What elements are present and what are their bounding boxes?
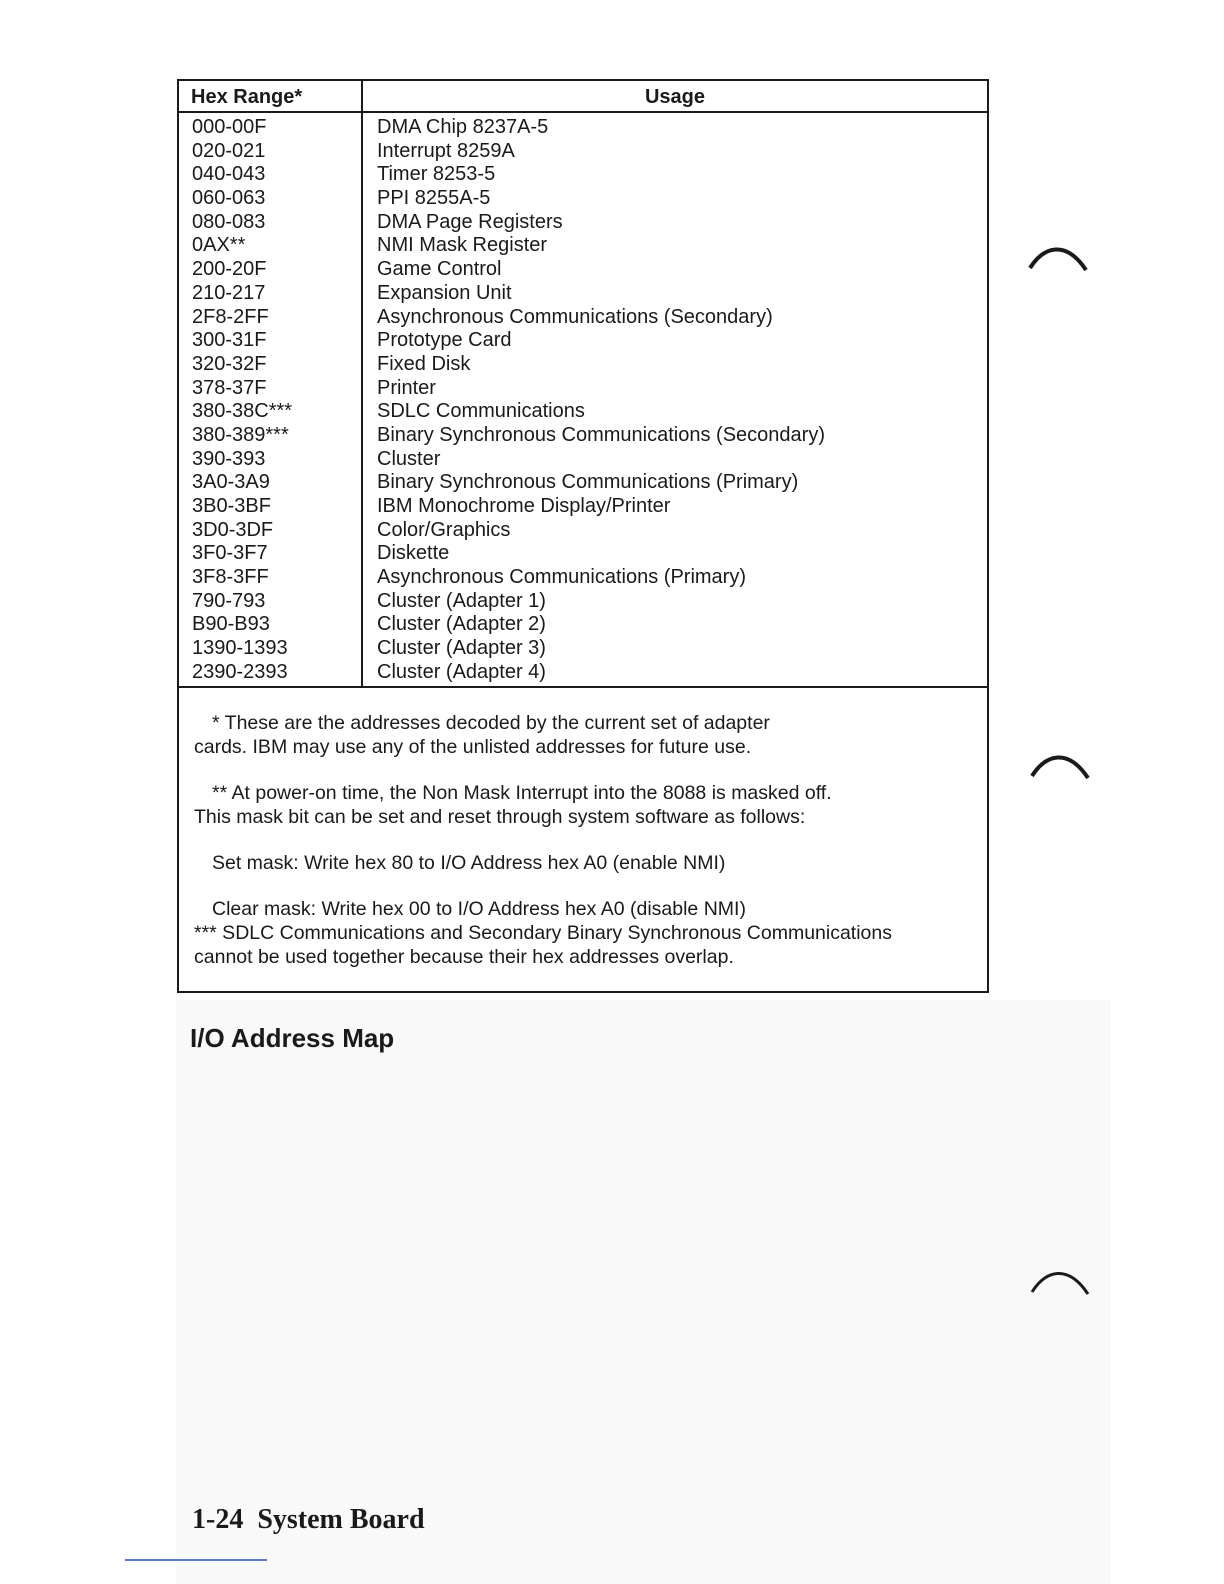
header-hex-range: Hex Range* bbox=[191, 86, 303, 108]
table-row bbox=[179, 258, 987, 282]
table-row bbox=[179, 163, 987, 187]
hex-range-cell: B90-B93 bbox=[192, 613, 270, 636]
table-row bbox=[179, 590, 987, 614]
table-notes-divider bbox=[179, 686, 987, 688]
usage-cell: Game Control bbox=[377, 258, 502, 281]
hex-range-cell: 790-793 bbox=[192, 589, 266, 612]
table-row bbox=[179, 187, 987, 211]
hex-range-cell: 2F8-2FF bbox=[192, 305, 269, 328]
table-header bbox=[179, 81, 987, 113]
binder-tab-mark-icon bbox=[1032, 757, 1088, 778]
hex-range-cell: 2390-2393 bbox=[192, 660, 288, 683]
footnote-triple-line2: cannot be used together because their hex addresses overlap. bbox=[194, 946, 734, 968]
table-row bbox=[179, 448, 987, 472]
set-mask-note: Set mask: Write hex 80 to I/O Address hex A0 (enable NMI) bbox=[212, 852, 726, 874]
hex-range-cell: 000-00F bbox=[192, 116, 267, 138]
footnote-double-line1: ** At power-on time, the Non Mask Interrupt into the 8088 is masked off. bbox=[212, 782, 832, 804]
hex-range-cell: 020-021 bbox=[192, 139, 266, 162]
footnote-double-line2: This mask bit can be set and reset through system software as follows: bbox=[194, 806, 806, 828]
clear-mask-note: Clear mask: Write hex 00 to I/O Address hex A0 (disable NMI) bbox=[212, 898, 746, 920]
usage-cell: IBM Monochrome Display/Printer bbox=[377, 495, 671, 517]
usage-cell: Asynchronous Communications (Secondary) bbox=[377, 305, 773, 328]
usage-cell: Interrupt 8259A bbox=[377, 139, 515, 162]
hex-range-cell: 320-32F bbox=[192, 352, 267, 375]
table-row bbox=[179, 306, 987, 330]
hex-range-cell: 080-083 bbox=[192, 210, 266, 233]
header-usage: Usage bbox=[644, 86, 706, 108]
table-row bbox=[179, 116, 987, 140]
usage-cell: Binary Synchronous Communications (Secondary) bbox=[377, 423, 825, 446]
table-row bbox=[179, 637, 987, 661]
table-body bbox=[179, 116, 987, 685]
usage-cell: Timer 8253-5 bbox=[377, 163, 496, 186]
table-row bbox=[179, 400, 987, 424]
hex-range-cell: 3F8-3FF bbox=[192, 566, 269, 589]
footnote-single-line1: * These are the addresses decoded by the current set of adapter bbox=[212, 712, 770, 734]
table-row bbox=[179, 566, 987, 590]
usage-cell: DMA Page Registers bbox=[377, 210, 563, 233]
usage-cell: Cluster (Adapter 3) bbox=[377, 637, 546, 660]
hex-range-cell: 3A0-3A9 bbox=[192, 471, 270, 494]
footnotes bbox=[194, 711, 979, 969]
usage-cell: Asynchronous Communications (Primary) bbox=[377, 566, 747, 589]
binder-tab-mark-icon bbox=[1032, 1273, 1088, 1294]
table-row bbox=[179, 140, 987, 164]
table-row bbox=[179, 519, 987, 543]
table-row bbox=[179, 211, 987, 235]
hex-range-cell: 210-217 bbox=[192, 281, 266, 304]
hex-range-cell: 3B0-3BF bbox=[192, 495, 271, 517]
table-row bbox=[179, 282, 987, 306]
usage-cell: Prototype Card bbox=[377, 329, 512, 352]
section-name: System Board bbox=[257, 1504, 425, 1535]
hex-range-cell: 3D0-3DF bbox=[192, 518, 274, 541]
binder-tab-mark-icon bbox=[1030, 249, 1086, 270]
usage-cell: Expansion Unit bbox=[377, 281, 512, 304]
io-address-table bbox=[177, 79, 989, 993]
table-row bbox=[179, 471, 987, 495]
table-row bbox=[179, 424, 987, 448]
usage-cell: SDLC Communications bbox=[377, 400, 585, 423]
usage-cell: Cluster (Adapter 4) bbox=[377, 660, 546, 683]
usage-cell: Fixed Disk bbox=[377, 352, 471, 375]
hex-range-cell: 378-37F bbox=[192, 376, 267, 399]
table-row bbox=[179, 353, 987, 377]
table-row bbox=[179, 613, 987, 637]
usage-cell: Diskette bbox=[377, 542, 450, 565]
hex-range-cell: 1390-1393 bbox=[192, 637, 288, 660]
page-footer bbox=[192, 1503, 425, 1537]
hex-range-cell: 380-389*** bbox=[192, 423, 289, 446]
footnote-triple-line1: *** SDLC Communications and Secondary Binary Synchronous Communications bbox=[194, 922, 893, 944]
footnote-single-line2: cards. IBM may use any of the unlisted addresses for future use. bbox=[194, 736, 752, 758]
usage-cell: Binary Synchronous Communications (Primary) bbox=[377, 471, 799, 494]
hex-range-cell: 0AX** bbox=[192, 234, 246, 257]
bottom-rule bbox=[125, 1559, 267, 1561]
usage-cell: Color/Graphics bbox=[377, 518, 511, 541]
hex-range-cell: 040-043 bbox=[192, 163, 266, 186]
table-row bbox=[179, 661, 987, 685]
page-background-shade bbox=[176, 1000, 1111, 1584]
hex-range-cell: 300-31F bbox=[192, 329, 267, 352]
hex-range-cell: 200-20F bbox=[192, 258, 267, 281]
table-row bbox=[179, 377, 987, 401]
hex-range-cell: 060-063 bbox=[192, 187, 266, 210]
usage-cell: NMI Mask Register bbox=[377, 234, 548, 257]
hex-range-cell: 3F0-3F7 bbox=[192, 542, 268, 565]
usage-cell: DMA Chip 8237A-5 bbox=[377, 116, 549, 138]
table-row bbox=[179, 495, 987, 519]
hex-range-cell: 390-393 bbox=[192, 447, 266, 470]
binder-tab-marks bbox=[1020, 0, 1100, 1584]
hex-range-cell: 380-38C*** bbox=[192, 400, 293, 423]
usage-cell: Printer bbox=[377, 376, 436, 399]
table-row bbox=[179, 234, 987, 258]
page-number: 1-24 bbox=[192, 1504, 244, 1535]
usage-cell: Cluster bbox=[377, 447, 441, 470]
usage-cell: Cluster (Adapter 2) bbox=[377, 613, 546, 636]
usage-cell: PPI 8255A-5 bbox=[377, 187, 491, 210]
page-title: I/O Address Map bbox=[190, 1023, 395, 1053]
table-row bbox=[179, 329, 987, 353]
table-row bbox=[179, 542, 987, 566]
usage-cell: Cluster (Adapter 1) bbox=[377, 589, 546, 612]
